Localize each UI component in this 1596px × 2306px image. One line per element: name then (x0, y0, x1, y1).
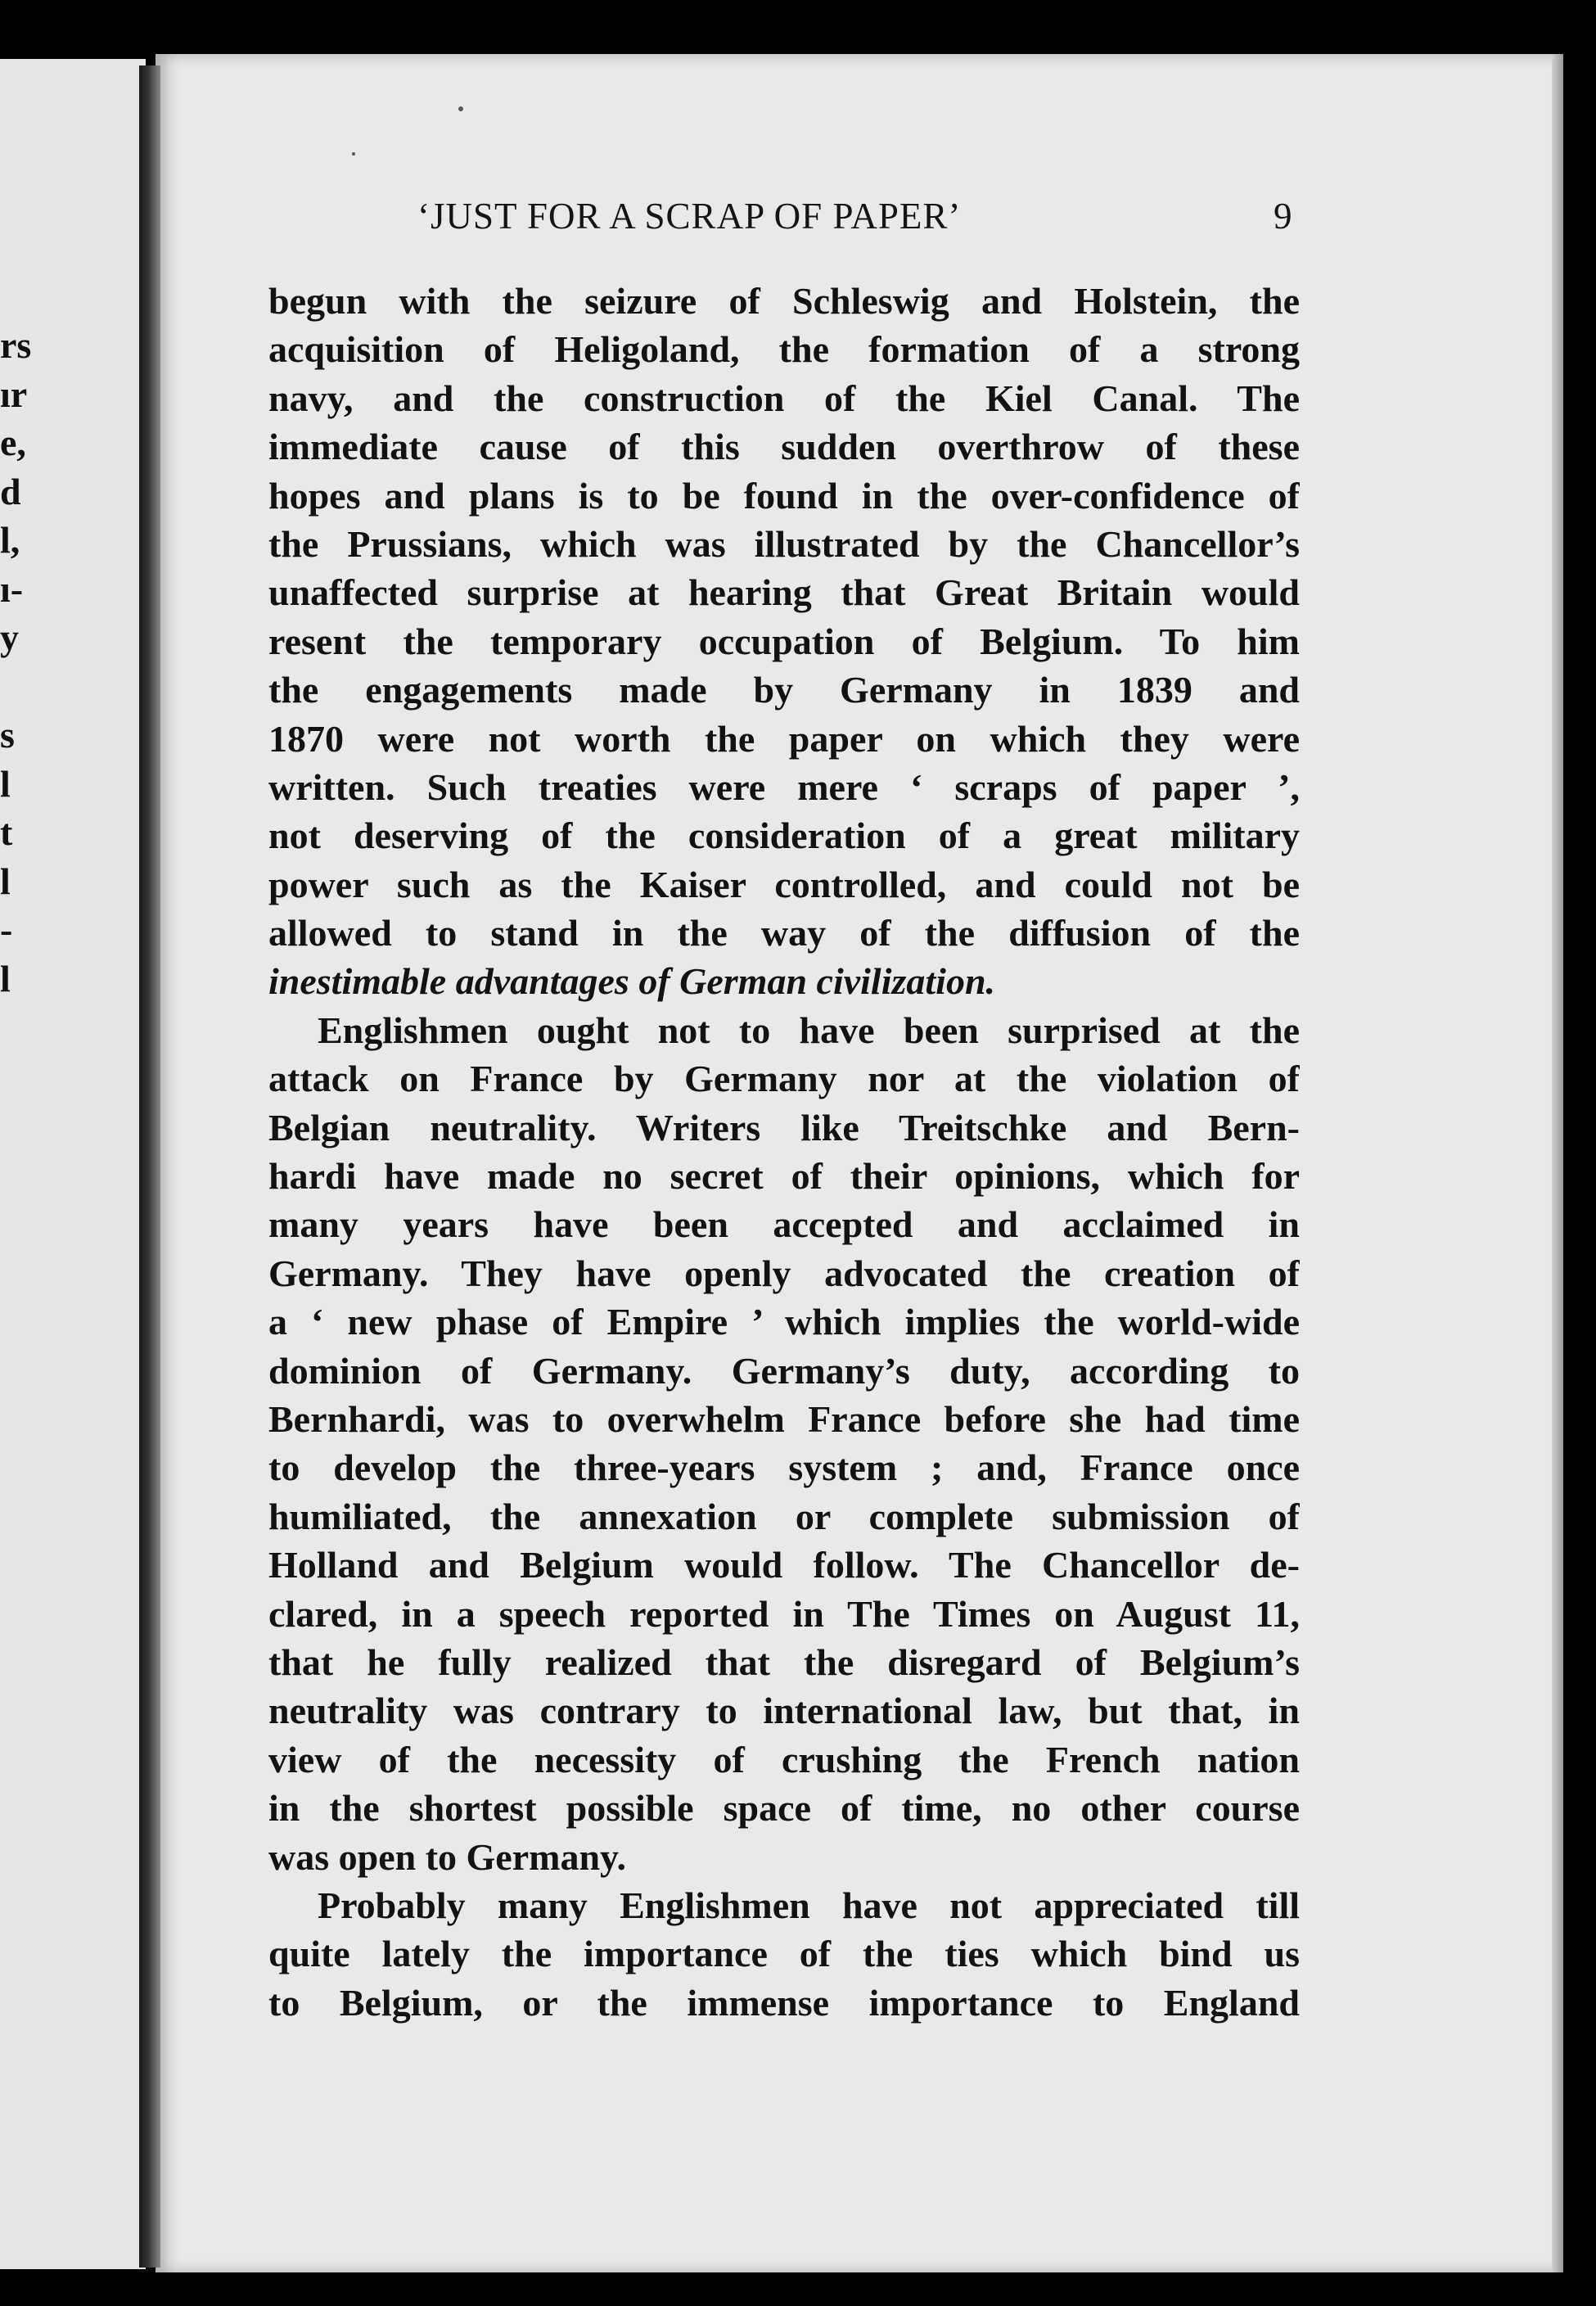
text-line: resent the temporary occupation of Belgium. To him (268, 620, 1300, 662)
text-line: humiliated, the annexation or complete submission of (268, 1495, 1300, 1537)
text-line: to Belgium, or the immense importance to England (268, 1981, 1300, 2024)
running-head: ‘JUST FOR A SCRAP OF PAPER’ (417, 196, 962, 237)
speck (352, 152, 355, 156)
speck (458, 106, 463, 111)
paragraph-start-line: Englishmen ought not to have been surprised at the (318, 1009, 1300, 1051)
body-text (268, 277, 1300, 2027)
text-line: clared, in a speech reported in The Times on August 11, (268, 1592, 1300, 1635)
text-line: the Prussians, which was illustrated by the Chancellor’s (268, 522, 1300, 565)
text-line: acquisition of Heligoland, the formation of a strong (268, 328, 1300, 371)
text-line: Belgian neutrality. Writers like Treitschke and Bern- (268, 1106, 1300, 1148)
facing-line: - (0, 909, 13, 950)
text-line: written. Such treaties were mere ‘ scraps of paper ’, (268, 765, 1300, 808)
facing-line: y (0, 616, 19, 658)
text-line: in the shortest possible space of time, no other course (268, 1787, 1300, 1830)
text-line: dominion of Germany. Germany’s duty, according to (268, 1349, 1300, 1392)
text-line: that he fully realized that the disregard of Belgium’s (268, 1640, 1300, 1683)
text-line: unaffected surprise at hearing that Great Britain would (268, 571, 1300, 614)
facing-line: ı- (0, 567, 24, 610)
facing-line: t (0, 811, 13, 853)
text-line: immediate cause of this sudden overthrow of these (268, 426, 1300, 468)
text-line: attack on France by Germany nor at the violation of (268, 1058, 1300, 1100)
text-line: was open to Germany. (268, 1835, 626, 1878)
text-line: the engagements made by Germany in 1839 and (268, 669, 1300, 711)
facing-page (0, 59, 146, 2269)
text-line: Holland and Belgium would follow. The Chancellor de- (268, 1544, 1300, 1586)
facing-line: l (0, 860, 11, 902)
facing-line: l (0, 762, 11, 805)
facing-line: s (0, 714, 15, 756)
book-gutter (139, 65, 160, 2268)
facing-line: l (0, 957, 11, 1000)
text-line: many years have been accepted and acclaimed in (268, 1203, 1300, 1246)
facing-line (0, 662, 33, 711)
facing-line: e, (0, 422, 26, 463)
page-number: 9 (1274, 196, 1292, 237)
text-line: begun with the seizure of Schleswig and Holstein, the (268, 280, 1300, 322)
facing-line: rs (0, 324, 32, 366)
facing-line: d (0, 470, 21, 512)
text-line: navy, and the construction of the Kiel Canal. The (268, 377, 1300, 419)
text-line: 1870 were not worth the paper on which they were (268, 717, 1300, 760)
page-edge (1552, 54, 1563, 2272)
text-line: a ‘ new phase of Empire ’ which implies the world-wide (268, 1301, 1300, 1343)
paragraph-start-line: Probably many Englishmen have not appreciated till (318, 1884, 1300, 1926)
text-line-italic: inestimable advantages of German civilization. (268, 960, 996, 1003)
facing-line: ır (0, 372, 28, 415)
text-line: hopes and plans is to be found in the over-confidence of (268, 474, 1300, 517)
text-line: power such as the Kaiser controlled, and could not be (268, 863, 1300, 905)
text-line: hardi have made no secret of their opinions, which for (268, 1155, 1300, 1198)
text-line: to develop the three-years system ; and, France once (268, 1446, 1300, 1489)
text-line: Bernhardi, was to overwhelm France before she had time (268, 1397, 1300, 1440)
text-line: Germany. They have openly advocated the creation of (268, 1252, 1300, 1294)
facing-line: l, (0, 519, 20, 561)
text-line: allowed to stand in the way of the diffusion of the (268, 912, 1300, 954)
text-line: view of the necessity of crushing the French nation (268, 1738, 1300, 1780)
text-line: neutrality was contrary to international law, but that, in (268, 1690, 1300, 1732)
text-line: not deserving of the consideration of a great military (268, 815, 1300, 857)
facing-page-text (0, 321, 33, 1003)
text-line: quite lately the importance of the ties which bind us (268, 1933, 1300, 1975)
